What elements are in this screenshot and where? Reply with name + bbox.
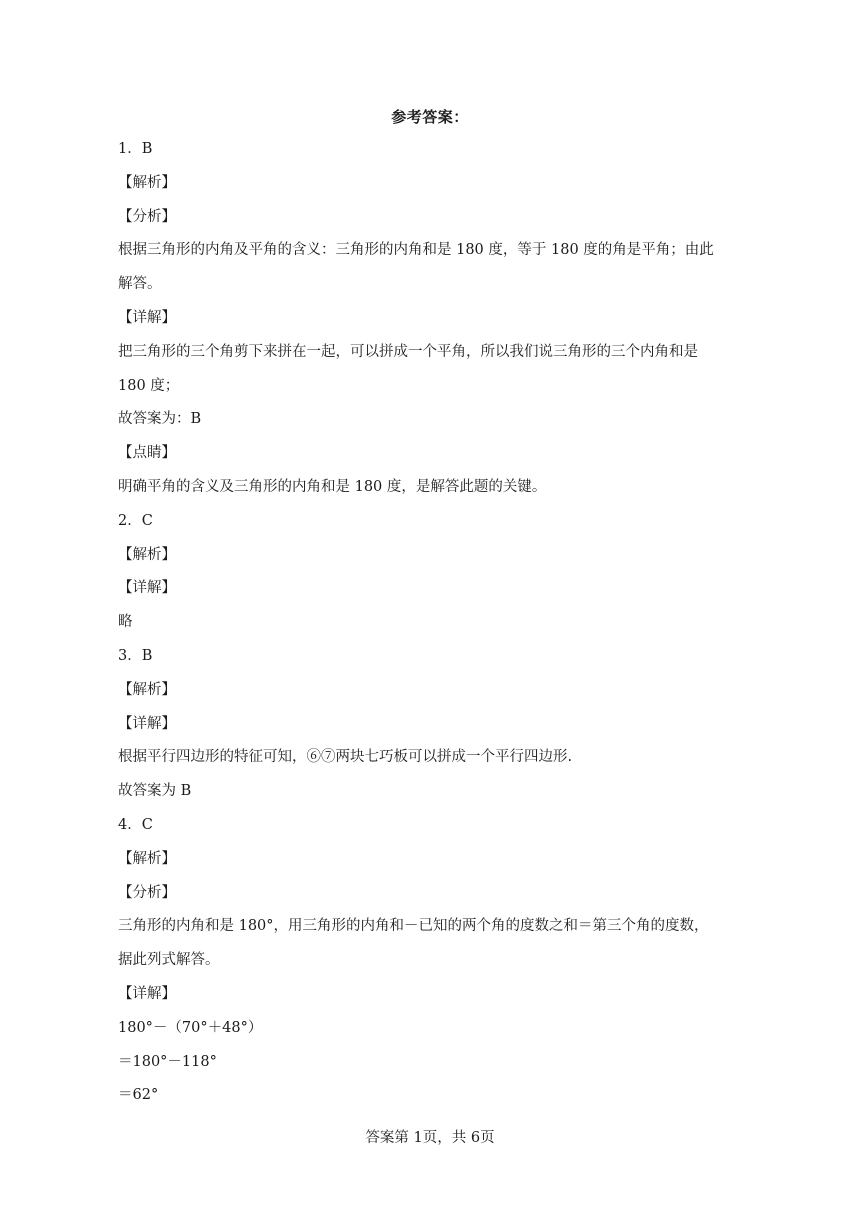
answer-line: 2．C (118, 512, 153, 529)
answer-line: 【分析】 (118, 884, 176, 901)
page-footer: 答案第 1页，共 6页 (365, 1130, 495, 1146)
answer-line: 【详解】 (118, 985, 176, 1002)
answer-line: 【解析】 (118, 546, 176, 563)
answer-line: 180 度； (118, 377, 180, 394)
answer-line: 【点睛】 (118, 445, 176, 462)
answer-line: 3．B (118, 647, 153, 664)
answer-content (118, 133, 748, 1113)
page-title: 参考答案： (391, 108, 469, 126)
answer-line: 把三角形的三个角剪下来拼在一起，可以拼成一个平角，所以我们说三角形的三个内角和是 (118, 343, 698, 360)
answer-line: 【详解】 (118, 580, 176, 597)
answer-line: 【详解】 (118, 309, 176, 326)
answer-line: 【解析】 (118, 174, 176, 191)
answer-line: 【解析】 (118, 850, 176, 867)
answer-line: 【分析】 (118, 208, 176, 225)
answer-line: 故答案为 B (118, 783, 192, 800)
answer-line: 三角形的内角和是 180°，用三角形的内角和－已知的两个角的度数之和＝第三个角的度数， (118, 918, 709, 935)
answer-line: ＝62° (118, 1087, 159, 1104)
answer-line: 明确平角的含义及三角形的内角和是 180 度，是解答此题的关键。 (118, 478, 547, 495)
answer-line: 180°－（70°＋48°） (118, 1019, 263, 1036)
answer-line: 【解析】 (118, 681, 176, 698)
answer-line: 根据三角形的内角及平角的含义：三角形的内角和是 180 度，等于 180 度的角是平角；由此 (118, 242, 714, 259)
answer-line: 故答案为：B (118, 411, 202, 428)
answer-line: 【详解】 (118, 715, 176, 732)
answer-line: 据此列式解答。 (118, 952, 220, 969)
answer-line: ＝180°－118° (118, 1053, 217, 1070)
answer-line: 根据平行四边形的特征可知，⑥⑦两块七巧板可以拼成一个平行四边形. (118, 749, 573, 766)
answer-line: 略 (118, 614, 133, 631)
answer-line: 1．B (118, 141, 153, 157)
answer-line: 解答。 (118, 276, 162, 293)
answer-line: 4．C (118, 816, 153, 833)
